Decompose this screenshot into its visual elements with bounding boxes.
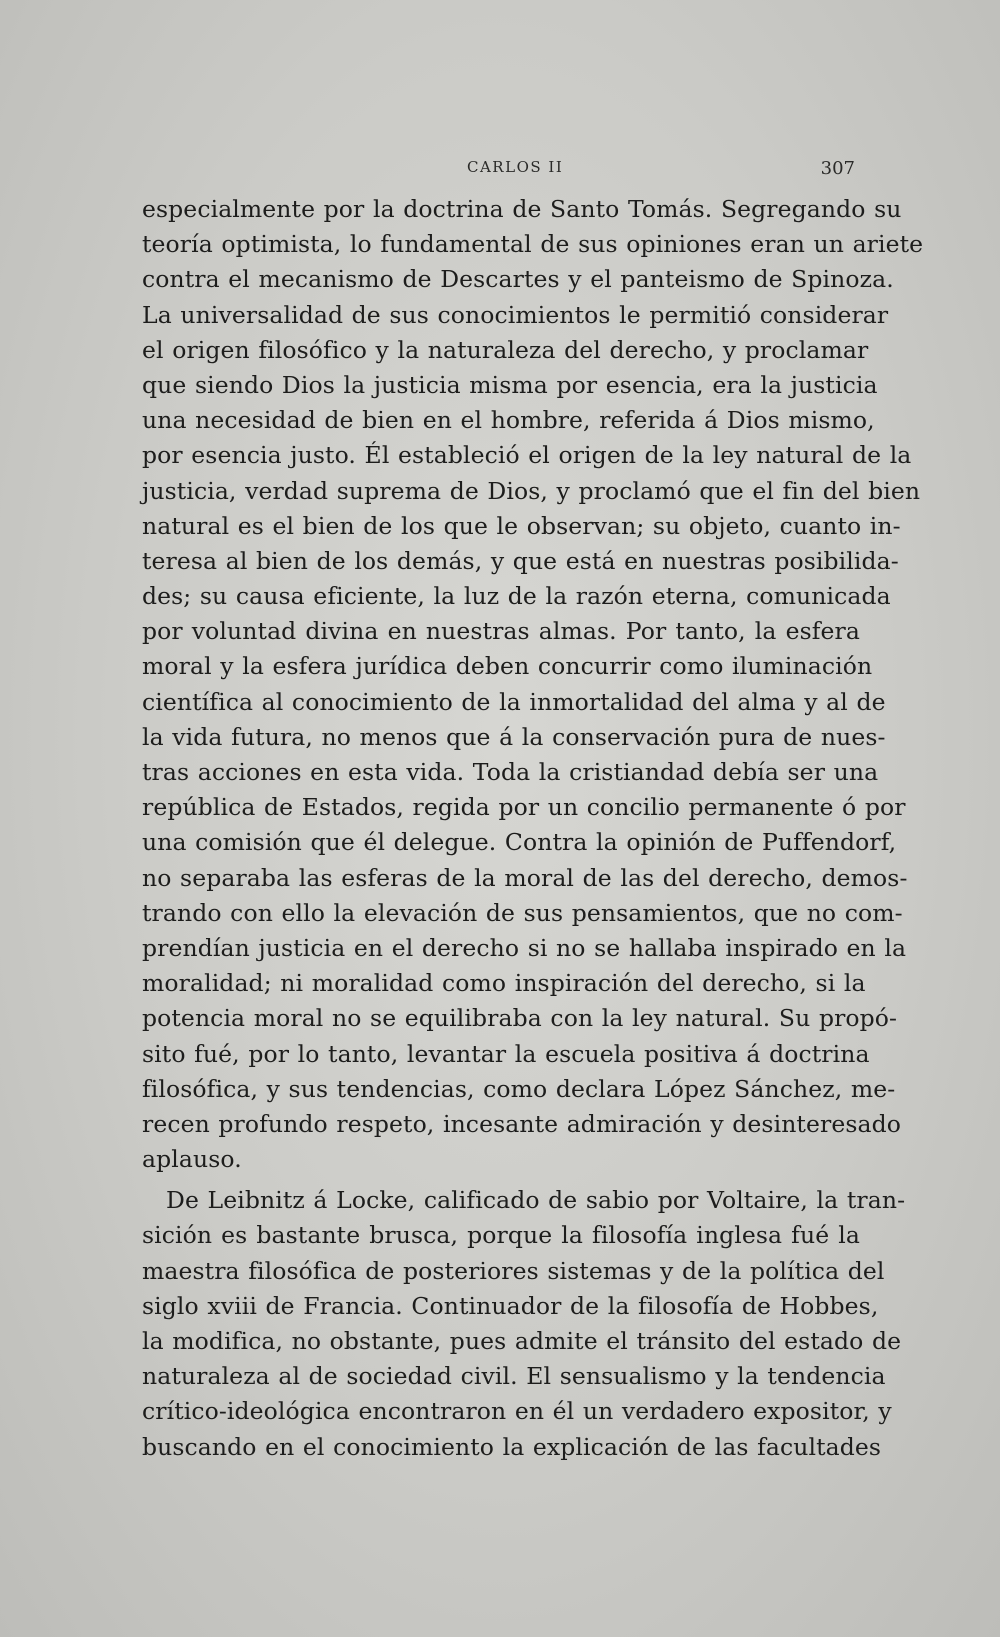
text-line: La universalidad de sus conocimientos le permitió considerar [142,300,889,329]
text-line: contra el mecanismo de Descartes y el panteismo de Spinoza. [142,265,894,294]
text-line: tras acciones en esta vida. Toda la cristiandad debía ser una [142,758,879,786]
text-line: teoría optimista, lo fundamental de sus opiniones eran un ariete [142,230,924,259]
text-line: des; su causa eficiente, la luz de la razón eterna, comunicada [142,582,891,611]
page-header [145,158,855,186]
text-line: justicia, verdad suprema de Dios, y proclamó que el fin del bien [142,476,921,505]
text-line: república de Estados, regida por un concilio permanente ó por [142,793,906,822]
text-line: maestra filosófica de posteriores sistemas y de la política del [142,1256,885,1285]
text-line: por voluntad divina en nuestras almas. Por tanto, la esfera [142,617,860,646]
text-line: buscando en el conocimiento la explicación de las facultades [142,1432,882,1461]
text-line: recen profundo respeto, incesante admiración y desinteresado [142,1109,901,1138]
page-number: 307 [820,158,855,179]
paragraph [142,192,924,1177]
text-line: una necesidad de bien en el hombre, referida á Dios mismo, [142,406,875,435]
text-line: naturaleza al de sociedad civil. El sensualismo y la tendencia [142,1362,886,1391]
text-line: una comisión que él delegue. Contra la opinión de Puffendorf, [142,828,897,857]
text-line: trando con ello la elevación de sus pensamientos, que no com- [142,898,903,927]
text-line: por esencia justo. Él estableció el origen de la ley natural de la [142,441,912,470]
text-line: que siendo Dios la justicia misma por esencia, era la justicia [142,370,878,399]
text-line: De Leibnitz á Locke, calificado de sabio por Voltaire, la tran- [166,1186,906,1215]
text-line: crítico-ideológica encontraron en él un verdadero expositor, y [142,1397,892,1426]
text-line: no separaba las esferas de la moral de las del derecho, demos- [142,863,908,892]
running-head: CARLOS II [467,158,564,176]
text-line: sito fué, por lo tanto, levantar la escuela positiva á doctrina [142,1039,870,1068]
text-line: sición es bastante brusca, porque la filosofía inglesa fué la [142,1221,860,1250]
text-line: especialmente por la doctrina de Santo Tomás. Segregando su [142,195,902,223]
body-text [142,192,924,1465]
text-line: el origen filosófico y la naturaleza del derecho, y proclamar [142,335,869,364]
text-line: siglo xviii de Francia. Continuador de la filosofía de Hobbes, [142,1291,879,1320]
text-line: potencia moral no se equilibraba con la ley natural. Su propó- [142,1004,898,1033]
text-line: científica al conocimiento de la inmortalidad del alma y al de [142,687,886,716]
text-line: la modifica, no obstante, pues admite el tránsito del estado de [142,1327,902,1355]
text-line: prendían justicia en el derecho si no se hallaba inspirado en la [142,933,907,962]
text-line: teresa al bien de los demás, y que está en nuestras posibilida- [142,546,899,575]
text-line: moralidad; ni moralidad como inspiración del derecho, si la [142,969,866,998]
text-line: aplauso. [142,1145,242,1174]
paragraph [142,1183,906,1465]
text-line: natural es el bien de los que le observan; su objeto, cuanto in- [142,511,901,540]
text-line: filosófica, y sus tendencias, como declara López Sánchez, me- [142,1074,896,1103]
text-line: moral y la esfera jurídica deben concurrir como iluminación [142,652,873,681]
text-line: la vida futura, no menos que á la conservación pura de nues- [142,722,886,751]
